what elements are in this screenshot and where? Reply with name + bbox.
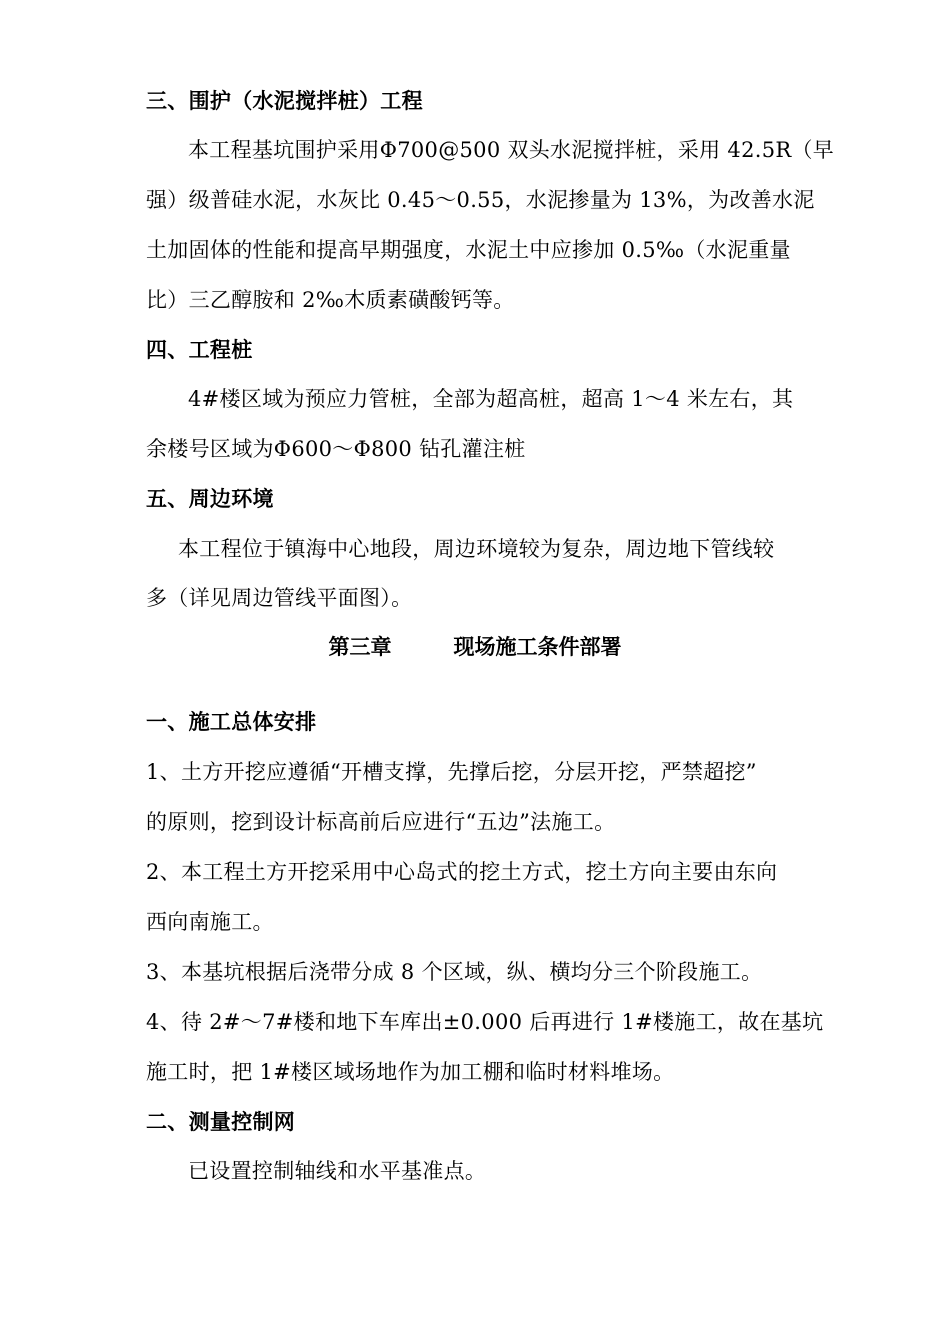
paragraph-line: 已设置控制轴线和水平基准点。 xyxy=(188,1159,487,1183)
paragraph-line: 比）三乙醇胺和 2‰木质素磺酸钙等。 xyxy=(146,288,515,312)
section-heading-piles: 四、工程桩 xyxy=(146,338,253,362)
paragraph-line: 2、本工程土方开挖采用中心岛式的挖土方式，挖土方向主要由东向 xyxy=(146,860,778,884)
paragraph-line: 土加固体的性能和提高早期强度，水泥土中应掺加 0.5‰（水泥重量 xyxy=(146,238,791,262)
chapter-name: 现场施工条件部署 xyxy=(453,635,622,659)
section-heading-environment: 五、周边环境 xyxy=(146,487,274,511)
chapter-number: 第三章 xyxy=(328,635,392,659)
paragraph-line: 的原则，挖到设计标高前后应进行“五边”法施工。 xyxy=(146,810,616,834)
paragraph-line: 余楼号区域为Φ600～Φ800 钻孔灌注桩 xyxy=(146,437,526,461)
paragraph-line: 强）级普硅水泥，水灰比 0.45～0.55，水泥掺量为 13%，为改善水泥 xyxy=(146,188,815,212)
paragraph-line: 4、待 2#～7#楼和地下车库出±0.000 后再进行 1#楼施工，故在基坑 xyxy=(146,1010,824,1034)
paragraph-line: 3、本基坑根据后浇带分成 8 个区域，纵、横均分三个阶段施工。 xyxy=(146,960,763,984)
paragraph-line: 本工程位于镇海中心地段，周边环境较为复杂，周边地下管线较 xyxy=(178,537,775,561)
paragraph-line: 施工时，把 1#楼区域场地作为加工棚和临时材料堆场。 xyxy=(146,1060,675,1084)
paragraph-line: 4#楼区域为预应力管桩，全部为超高桩，超高 1～4 米左右，其 xyxy=(188,387,794,411)
paragraph-line: 西向南施工。 xyxy=(146,910,274,934)
section-heading-survey: 二、测量控制网 xyxy=(146,1110,296,1134)
paragraph-line: 本工程基坑围护采用Φ700@500 双头水泥搅拌桩，采用 42.5R（早 xyxy=(188,138,835,162)
section-heading-enclosure: 三、围护（水泥搅拌桩）工程 xyxy=(146,89,423,113)
paragraph-line: 1、土方开挖应遵循“开槽支撑，先撑后挖，分层开挖，严禁超挖” xyxy=(146,760,757,784)
chapter-title xyxy=(0,632,950,662)
section-heading-arrangement: 一、施工总体安排 xyxy=(146,710,317,734)
paragraph-line: 多（详见周边管线平面图）。 xyxy=(146,586,413,610)
